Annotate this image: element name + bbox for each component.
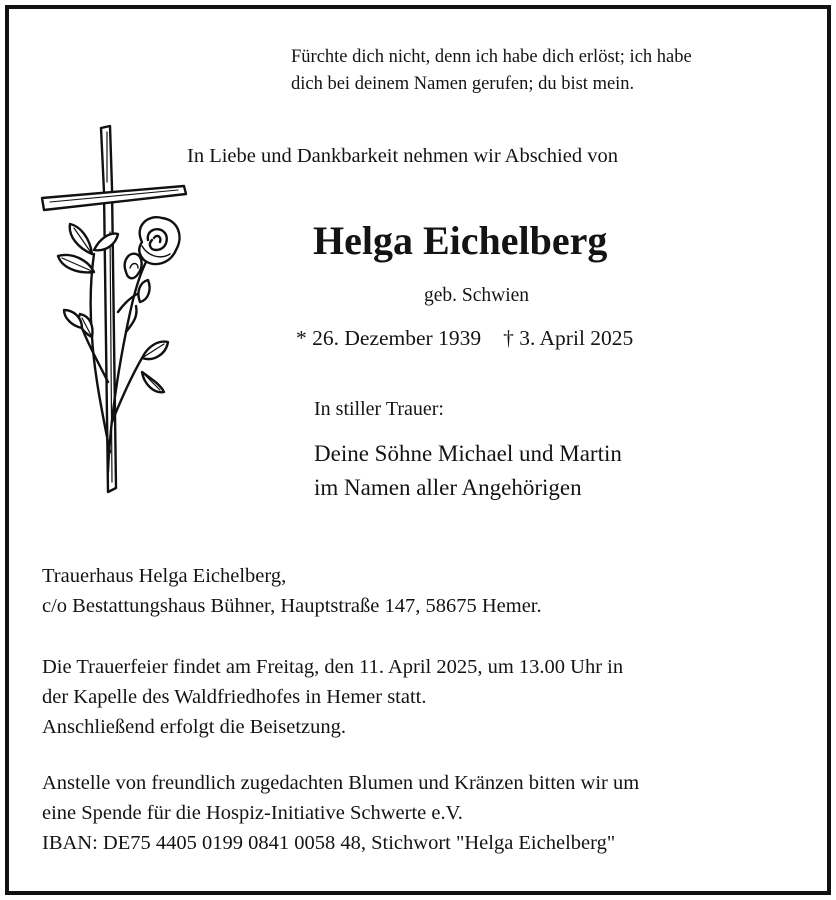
- farewell-intro: In Liebe und Dankbarkeit nehmen wir Abschied von: [187, 145, 618, 167]
- mourning-house-address: [42, 561, 542, 621]
- cross-with-roses-icon: [38, 122, 190, 496]
- bible-verse: [291, 44, 692, 98]
- mourners-line: Deine Söhne Michael und Martin: [314, 441, 622, 466]
- birth-date: * 26. Dezember 1939: [296, 326, 482, 350]
- donation-request: [42, 768, 639, 858]
- maiden-name: geb. Schwien: [424, 285, 530, 306]
- funeral-service-info: [42, 652, 623, 742]
- life-dates: [296, 324, 633, 352]
- address-line: Trauerhaus Helga Eichelberg,: [42, 565, 287, 587]
- mourners-line: im Namen aller Angehörigen: [314, 475, 582, 500]
- address-line: c/o Bestattungshaus Bühner, Hauptstraße 147, 58675 Hemer.: [42, 595, 542, 617]
- death-date: † 3. April 2025: [503, 326, 634, 350]
- service-line: Anschließend erfolgt die Beisetzung.: [42, 716, 346, 738]
- deceased-name: Helga Eichelberg: [313, 218, 608, 263]
- bible-verse-line: dich bei deinem Namen gerufen; du bist mein.: [291, 74, 635, 94]
- mourners-list: [314, 437, 622, 505]
- service-line: Die Trauerfeier findet am Freitag, den 11. April 2025, um 13.00 Uhr in: [42, 656, 624, 678]
- mourning-heading: In stiller Trauer:: [314, 398, 444, 420]
- donation-line: IBAN: DE75 4405 0199 0841 0058 48, Stichwort "Helga Eichelberg": [42, 832, 616, 854]
- donation-line: eine Spende für die Hospiz-Initiative Schwerte e.V.: [42, 802, 463, 824]
- service-line: der Kapelle des Waldfriedhofes in Hemer statt.: [42, 686, 427, 708]
- donation-line: Anstelle von freundlich zugedachten Blumen und Kränzen bitten wir um: [42, 772, 640, 794]
- bible-verse-line: Fürchte dich nicht, denn ich habe dich erlöst; ich habe: [291, 47, 692, 67]
